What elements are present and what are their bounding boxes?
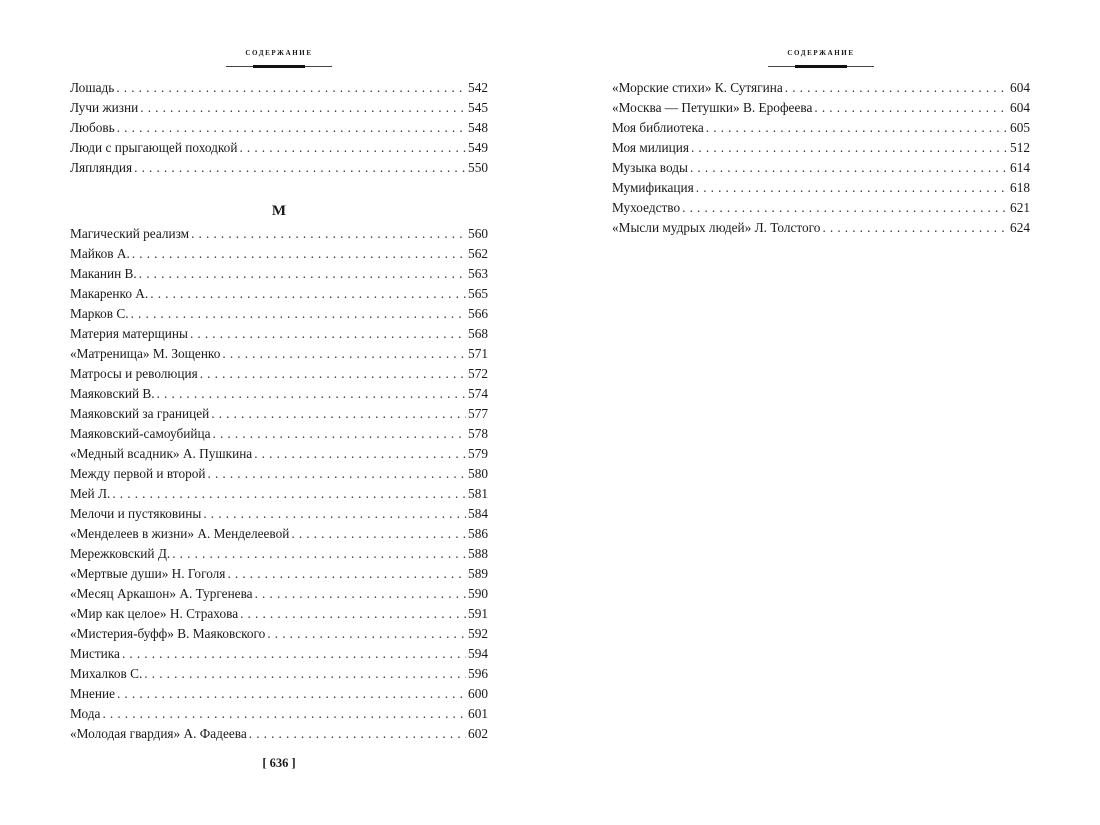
toc-list-m-section	[70, 224, 488, 744]
toc-list-m-continued	[612, 78, 1030, 238]
toc-entry-page: 604	[1010, 100, 1030, 115]
toc-entry	[612, 78, 1030, 98]
toc-entry-title: Моя библиотека	[612, 120, 704, 135]
toc-entry-title: Лучи жизни	[70, 100, 139, 115]
toc-entry-page: 563	[468, 266, 488, 281]
toc-entry-page: 560	[468, 226, 488, 241]
dot-leader	[150, 284, 466, 304]
toc-entry-title: «Москва — Петушки» В. Ерофеева	[612, 100, 813, 115]
toc-entry-page: 601	[468, 706, 488, 721]
dot-leader	[690, 158, 1008, 178]
dot-leader	[240, 604, 466, 624]
toc-entry	[612, 198, 1030, 218]
toc-entry-title: Маяковский-самоубийца	[70, 426, 211, 441]
toc-entry-title: «Мистерия-буфф» В. Маяковского	[70, 626, 266, 641]
toc-entry-page: 592	[468, 626, 488, 641]
toc-entry	[70, 464, 488, 484]
toc-entry-title: Мухоедство	[612, 200, 681, 215]
toc-entry	[612, 218, 1030, 238]
toc-entry-title: «Морские стихи» К. Сутягина	[612, 80, 783, 95]
toc-entry-title: Мережковский Д.	[70, 546, 171, 561]
dot-leader	[112, 484, 466, 504]
toc-entry-title: Марков С.	[70, 306, 129, 321]
dot-leader	[140, 98, 466, 118]
dot-leader	[696, 178, 1008, 198]
dot-leader	[132, 244, 466, 264]
toc-entry-title: Мелочи и пустяковины	[70, 506, 202, 521]
toc-entry-page: 605	[1010, 120, 1030, 135]
toc-list-l-section	[70, 78, 488, 178]
toc-entry-page: 548	[468, 120, 488, 135]
dot-leader	[222, 344, 466, 364]
toc-entry-page: 588	[468, 546, 488, 561]
toc-entry-page: 624	[1010, 220, 1030, 235]
toc-entry	[612, 178, 1030, 198]
dot-leader	[255, 584, 466, 604]
toc-entry-title: «Мертвые души» Н. Гоголя	[70, 566, 226, 581]
running-head: содержание	[245, 47, 313, 58]
toc-entry-page: 574	[468, 386, 488, 401]
toc-entry-page: 618	[1010, 180, 1030, 195]
left-page	[70, 0, 488, 825]
toc-entry	[70, 684, 488, 704]
toc-entry-title: «Молодая гвардия» А. Фадеева	[70, 726, 247, 741]
toc-entry-title: Маяковский В.	[70, 386, 155, 401]
toc-entry-page: 545	[468, 100, 488, 115]
dot-leader	[213, 424, 467, 444]
head-rule-accent	[253, 65, 305, 68]
toc-entry	[70, 324, 488, 344]
toc-entry-page: 589	[468, 566, 488, 581]
toc-entry-page: 568	[468, 326, 488, 341]
dot-leader	[139, 264, 466, 284]
toc-entry	[70, 524, 488, 544]
toc-entry-title: «Менделеев в жизни» А. Менделеевой	[70, 526, 290, 541]
toc-entry-title: Мода	[70, 706, 101, 721]
toc-entry-title: Музыка воды	[612, 160, 688, 175]
toc-entry	[70, 304, 488, 324]
toc-entry-page: 542	[468, 80, 488, 95]
toc-entry-page: 590	[468, 586, 488, 601]
dot-leader	[190, 324, 466, 344]
page-number: [ 636 ]	[262, 756, 296, 770]
toc-entry-page: 562	[468, 246, 488, 261]
toc-entry	[70, 424, 488, 444]
toc-entry	[70, 78, 488, 98]
toc-entry	[70, 264, 488, 284]
toc-entry-page: 512	[1010, 140, 1030, 155]
toc-entry-title: Макаренко А.	[70, 286, 149, 301]
toc-entry-title: Люди с прыгающей походкой	[70, 140, 238, 155]
toc-entry	[70, 158, 488, 178]
toc-entry-page: 600	[468, 686, 488, 701]
dot-leader	[191, 224, 466, 244]
dot-leader	[116, 78, 466, 98]
dot-leader	[249, 724, 466, 744]
toc-entry-title: Майков А.	[70, 246, 130, 261]
toc-entry-page: 549	[468, 140, 488, 155]
toc-entry-title: «Месяц Аркашон» А. Тургенева	[70, 586, 253, 601]
toc-entry	[612, 158, 1030, 178]
toc-entry	[70, 624, 488, 644]
toc-entry-page: 550	[468, 160, 488, 175]
dot-leader	[134, 158, 466, 178]
toc-entry-title: Любовь	[70, 120, 115, 135]
toc-entry-page: 584	[468, 506, 488, 521]
toc-entry-title: Маяковский за границей	[70, 406, 210, 421]
toc-entry	[70, 704, 488, 724]
toc-entry	[70, 244, 488, 264]
head-rule-accent	[795, 65, 847, 68]
toc-entry-page: 596	[468, 666, 488, 681]
toc-entry	[70, 224, 488, 244]
toc-entry-title: «Мысли мудрых людей» Л. Толстого	[612, 220, 821, 235]
toc-entry-title: Материя матерщины	[70, 326, 188, 341]
toc-entry-title: Мей Л.	[70, 486, 111, 501]
toc-entry	[70, 484, 488, 504]
toc-entry-page: 577	[468, 406, 488, 421]
dot-leader	[131, 304, 466, 324]
dot-leader	[157, 384, 466, 404]
dot-leader	[691, 138, 1008, 158]
dot-leader	[785, 78, 1008, 98]
toc-entry-page: 579	[468, 446, 488, 461]
dot-leader	[203, 504, 466, 524]
toc-entry-title: Маканин В.	[70, 266, 137, 281]
toc-entry-page: 581	[468, 486, 488, 501]
toc-entry-page: 604	[1010, 80, 1030, 95]
running-head: содержание	[787, 47, 855, 58]
toc-entry	[70, 564, 488, 584]
toc-entry-page: 594	[468, 646, 488, 661]
toc-entry-title: Мумификация	[612, 180, 694, 195]
toc-entry-title: Лошадь	[70, 80, 115, 95]
toc-entry	[70, 604, 488, 624]
toc-entry	[612, 138, 1030, 158]
toc-entry-page: 572	[468, 366, 488, 381]
toc-entry	[70, 384, 488, 404]
dot-leader	[682, 198, 1008, 218]
dot-leader	[267, 624, 466, 644]
toc-entry	[70, 118, 488, 138]
toc-entry-page: 580	[468, 466, 488, 481]
toc-entry-title: Магический реализм	[70, 226, 190, 241]
toc-entry	[70, 504, 488, 524]
toc-entry-page: 602	[468, 726, 488, 741]
dot-leader	[254, 444, 466, 464]
dot-leader	[200, 364, 466, 384]
toc-entry-title: «Медный всадник» А. Пушкина	[70, 446, 253, 461]
dot-leader	[227, 564, 466, 584]
toc-entry	[612, 118, 1030, 138]
section-letter-heading: М	[271, 203, 287, 219]
toc-entry	[70, 664, 488, 684]
dot-leader	[122, 644, 466, 664]
dot-leader	[814, 98, 1008, 118]
toc-entry-title: Моя милиция	[612, 140, 689, 155]
toc-entry	[70, 344, 488, 364]
toc-entry-title: Михалков С.	[70, 666, 143, 681]
toc-entry-title: Мистика	[70, 646, 120, 661]
toc-entry-page: 571	[468, 346, 488, 361]
dot-leader	[211, 404, 466, 424]
dot-leader	[102, 704, 466, 724]
toc-entry-page: 586	[468, 526, 488, 541]
toc-entry-page: 614	[1010, 160, 1030, 175]
toc-entry	[70, 364, 488, 384]
toc-entry	[70, 98, 488, 118]
toc-entry	[70, 284, 488, 304]
dot-leader	[117, 118, 466, 138]
dot-leader	[706, 118, 1008, 138]
dot-leader	[239, 138, 466, 158]
toc-entry	[70, 584, 488, 604]
toc-entry-title: Мнение	[70, 686, 115, 701]
dot-leader	[172, 544, 466, 564]
toc-entry-page: 621	[1010, 200, 1030, 215]
toc-entry	[70, 138, 488, 158]
dot-leader	[144, 664, 466, 684]
toc-entry	[612, 98, 1030, 118]
toc-entry	[70, 444, 488, 464]
dot-leader	[117, 684, 466, 704]
toc-entry-page: 566	[468, 306, 488, 321]
toc-entry-page: 591	[468, 606, 488, 621]
toc-entry-title: Ляпляндия	[70, 160, 133, 175]
toc-entry-page: 578	[468, 426, 488, 441]
toc-entry-title: Между первой и второй	[70, 466, 206, 481]
toc-entry	[70, 404, 488, 424]
toc-entry-title: «Матренища» М. Зощенко	[70, 346, 221, 361]
toc-entry-title: «Мир как целое» Н. Страхова	[70, 606, 239, 621]
dot-leader	[208, 464, 467, 484]
toc-entry	[70, 724, 488, 744]
toc-entry	[70, 644, 488, 664]
toc-entry	[70, 544, 488, 564]
dot-leader	[291, 524, 466, 544]
dot-leader	[822, 218, 1008, 238]
toc-entry-title: Матросы и революция	[70, 366, 198, 381]
right-page	[612, 0, 1030, 825]
toc-entry-page: 565	[468, 286, 488, 301]
